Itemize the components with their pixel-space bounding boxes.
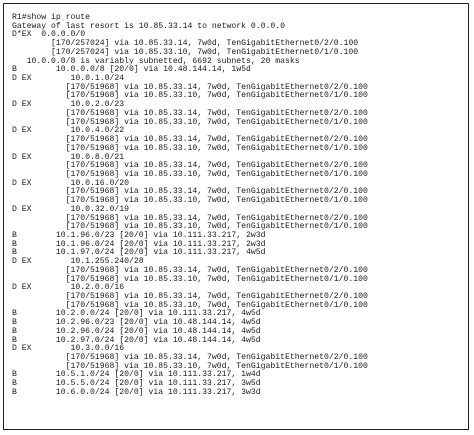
route-output-line: D EX 10.0.16.0/20	[12, 178, 130, 188]
route-output-line: D EX 10.0.1.0/24	[12, 74, 125, 84]
route-output-line: B 10.2.97.0/24 [20/0] via 10.48.144.14, 4w5d	[12, 335, 261, 345]
route-output-line: B 10.1.97.0/24 [20/0] via 10.111.33.217, 4w5d	[12, 248, 266, 258]
route-output-line: [170/51968] via 10.85.33.14, 7w0d, TenGigabitEthernet0/2/0.100	[12, 353, 368, 363]
route-output-line: D EX 10.0.4.0/22	[12, 126, 125, 136]
route-output-line: 10.0.0.0/8 is variably subnetted, 6692 subnets, 20 masks	[12, 56, 300, 66]
route-output-line: [170/51968] via 10.85.33.14, 7w0d, TenGigabitEthernet0/2/0.100	[12, 292, 368, 301]
route-output-line: D EX 10.2.0.0/16	[12, 283, 125, 293]
route-output-line: D EX 10.0.8.0/21	[12, 152, 125, 162]
route-output-line: D EX 10.0.32.0/19	[12, 204, 130, 214]
command-prompt-line: R1#show ip route	[12, 13, 91, 22]
route-output-line: [170/51968] via 10.85.33.14, 7w0d, TenGigabitEthernet0/2/0.100	[12, 135, 368, 145]
route-output-line: [170/51968] via 10.85.33.10, 7w0d, TenGigabitEthernet0/1/0.100	[12, 274, 368, 284]
route-output-line: B 10.6.0.0/24 [20/0] via 10.111.33.217, 3w3d	[12, 387, 261, 397]
route-output-line: [170/51968] via 10.85.33.10, 7w0d, TenGigabitEthernet0/1/0.100	[12, 222, 368, 232]
route-output-line: B 10.0.0.0/8 [20/0] via 10.48.144.14, 1w5d	[12, 65, 251, 75]
route-output-line: B 10.2.96.0/23 [20/0] via 10.48.144.14, 4w5d	[12, 318, 261, 328]
route-output-line: [170/51968] via 10.85.33.14, 7w0d, TenGigabitEthernet0/2/0.100	[12, 82, 368, 92]
route-output-line: [170/51968] via 10.85.33.10, 7w0d, TenGigabitEthernet0/1/0.100	[12, 143, 368, 153]
route-output-line: [170/51968] via 10.85.33.14, 7w0d, TenGigabitEthernet0/2/0.100	[12, 265, 368, 275]
route-output-line: B 10.5.5.0/24 [20/0] via 10.111.33.217, 3w5d	[12, 379, 261, 389]
route-output-line: D EX 10.1.255.240/28	[12, 257, 144, 267]
route-output-line: B 10.1.96.0/23 [20/0] via 10.111.33.217, 2w3d	[12, 230, 266, 240]
route-output-line: [170/257024] via 10.85.33.10, 7w0d, TenGigabitEthernet0/1/0.100	[12, 47, 359, 57]
route-output-line: D*EX 0.0.0.0/0	[12, 30, 86, 40]
terminal-output-frame	[3, 3, 469, 430]
route-output-line: [170/51968] via 10.85.33.10, 7w0d, TenGigabitEthernet0/1/0.100	[12, 361, 368, 371]
route-output-line: [170/51968] via 10.85.33.10, 7w0d, TenGigabitEthernet0/1/0.100	[12, 300, 368, 310]
route-output-line: D EX 10.3.0.0/16	[12, 344, 125, 354]
route-output-line: B 10.2.0.0/24 [20/0] via 10.111.33.217, 4w5d	[12, 309, 261, 319]
route-output-line: [170/51968] via 10.85.33.14, 7w0d, TenGigabitEthernet0/2/0.100	[12, 108, 368, 118]
route-output-line: [170/51968] via 10.85.33.14, 7w0d, TenGigabitEthernet0/2/0.100	[12, 161, 368, 171]
route-output-line: Gateway of last resort is 10.85.33.14 to network 0.0.0.0	[12, 21, 286, 31]
route-output-line: B 10.1.96.0/24 [20/0] via 10.111.33.217, 2w3d	[12, 239, 266, 249]
show-ip-route-output	[12, 14, 464, 398]
route-output-line: B 10.2.96.0/24 [20/0] via 10.48.144.14, 4w5d	[12, 326, 261, 336]
route-output-line: B 10.5.1.0/24 [20/0] via 10.111.33.217, 1w4d	[12, 370, 261, 380]
route-output-line: [170/51968] via 10.85.33.10, 7w0d, TenGigabitEthernet0/1/0.100	[12, 91, 368, 101]
route-output-line: [170/51968] via 10.85.33.14, 7w0d, TenGigabitEthernet0/2/0.100	[12, 213, 368, 223]
route-output-line: [170/51968] via 10.85.33.14, 7w0d, TenGigabitEthernet0/2/0.100	[12, 187, 368, 197]
route-output-line: [170/51968] via 10.85.33.10, 7w0d, TenGigabitEthernet0/1/0.100	[12, 196, 368, 206]
route-output-line: [170/51968] via 10.85.33.10, 7w0d, TenGigabitEthernet0/1/0.100	[12, 169, 368, 179]
route-output-line: [170/257024] via 10.85.33.14, 7w0d, TenGigabitEthernet0/2/0.100	[12, 39, 359, 49]
route-output-line: [170/51968] via 10.85.33.10, 7w0d, TenGigabitEthernet0/1/0.100	[12, 117, 368, 127]
route-output-line: D EX 10.0.2.0/23	[12, 100, 125, 110]
